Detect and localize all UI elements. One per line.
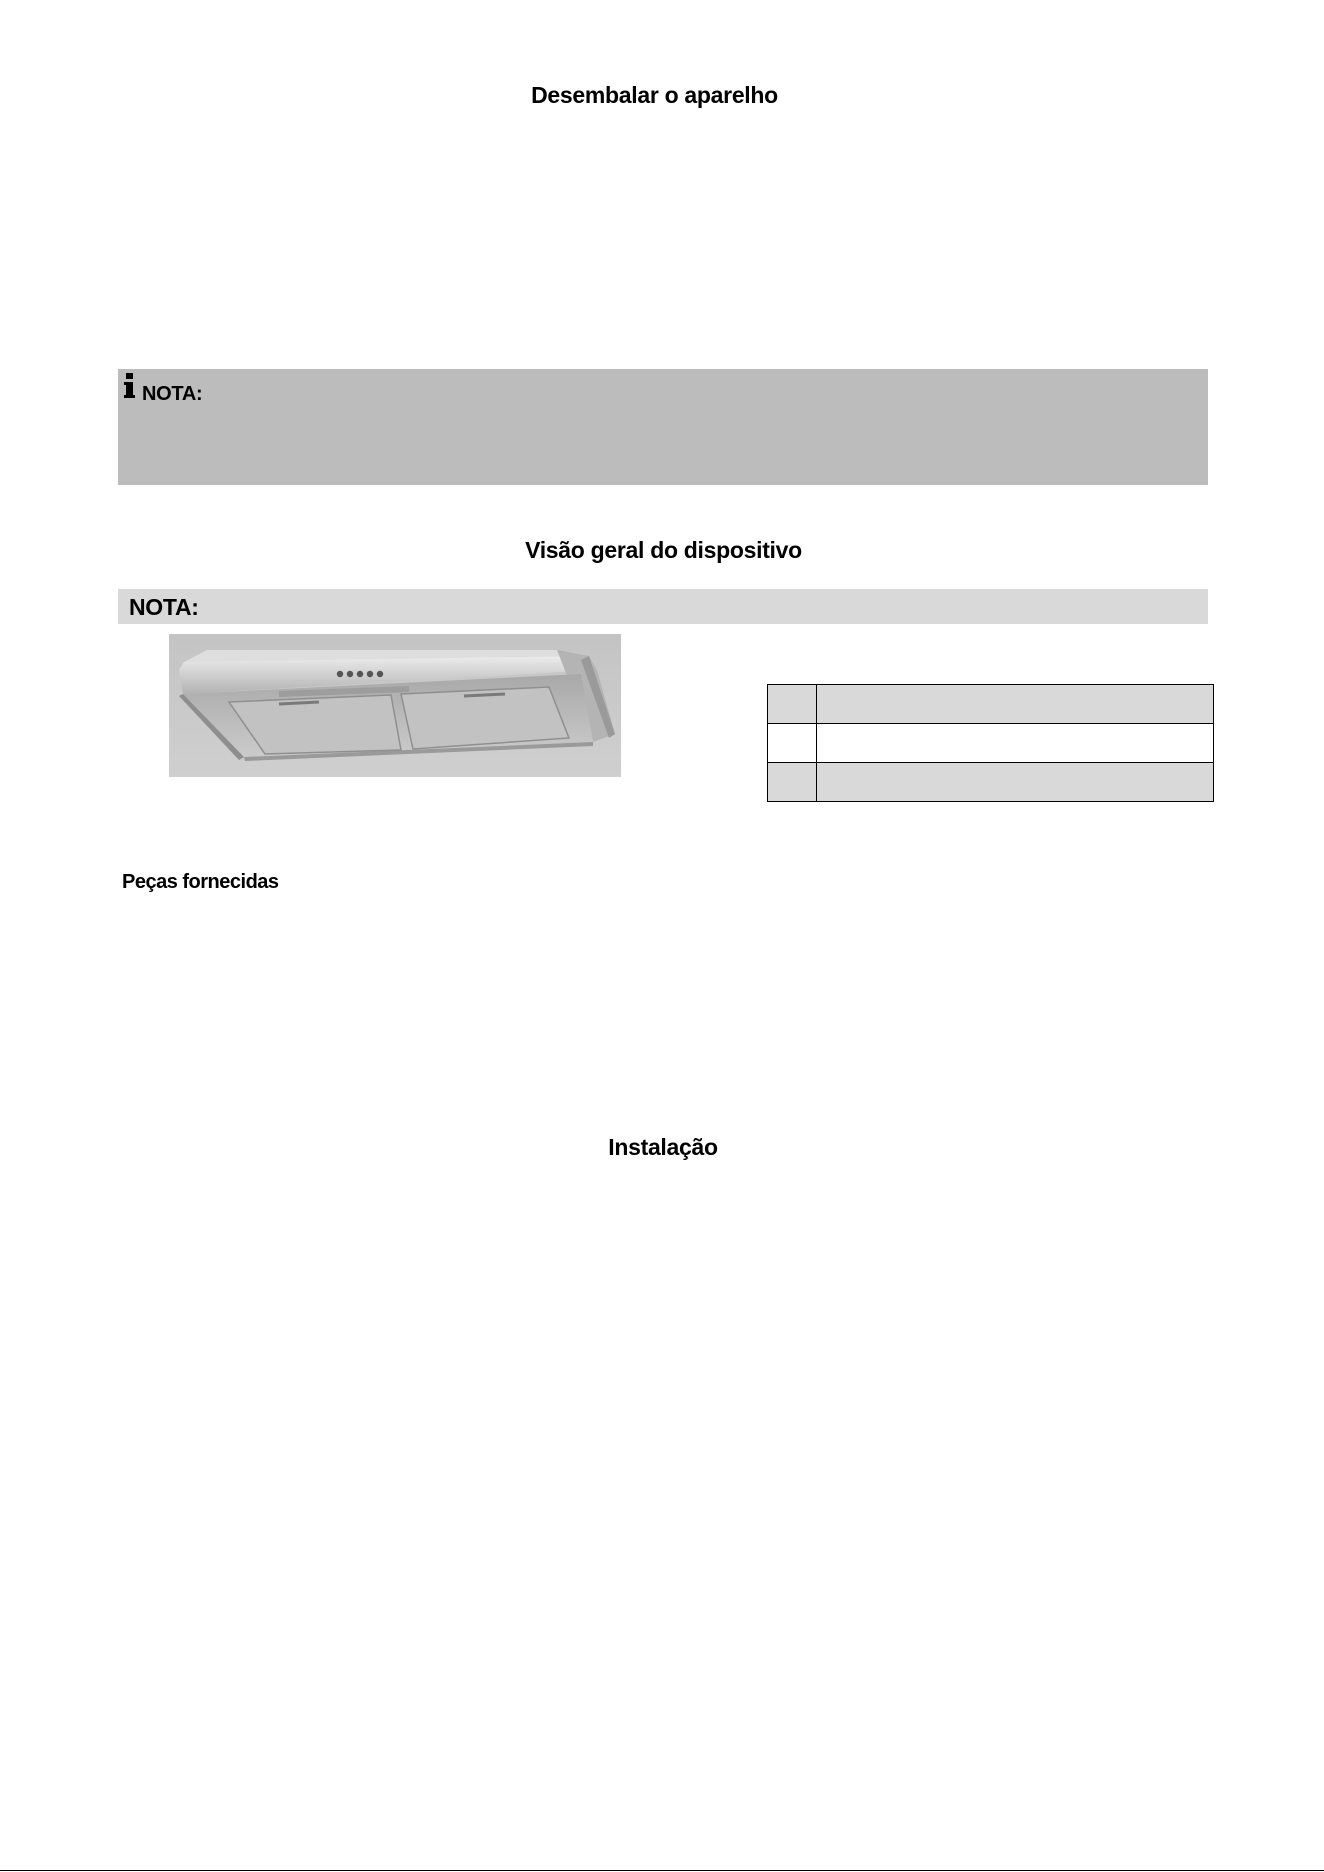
table-row xyxy=(768,763,1214,802)
note-label: NOTA: xyxy=(142,383,203,405)
component-number-cell xyxy=(768,724,817,763)
component-number-cell xyxy=(768,685,817,724)
note-bar xyxy=(118,589,1208,624)
section-title-device-overview: Visão geral do dispositivo xyxy=(525,537,802,563)
page-bottom-rule xyxy=(0,1870,1324,1871)
table-row xyxy=(768,724,1214,763)
section-title-unpack: Desembalar o aparelho xyxy=(531,82,778,108)
note-box xyxy=(118,369,1208,485)
parts-supplied-heading: Peças fornecidas xyxy=(122,871,279,893)
info-icon xyxy=(124,373,136,401)
component-description-cell xyxy=(817,724,1214,763)
section-title-installation: Instalação xyxy=(608,1134,718,1160)
component-legend-table xyxy=(767,684,1214,802)
component-number-cell xyxy=(768,763,817,802)
component-description-cell xyxy=(817,685,1214,724)
table-row xyxy=(768,685,1214,724)
note-label: NOTA: xyxy=(129,594,199,620)
component-description-cell xyxy=(817,763,1214,802)
range-hood-image xyxy=(169,634,621,777)
